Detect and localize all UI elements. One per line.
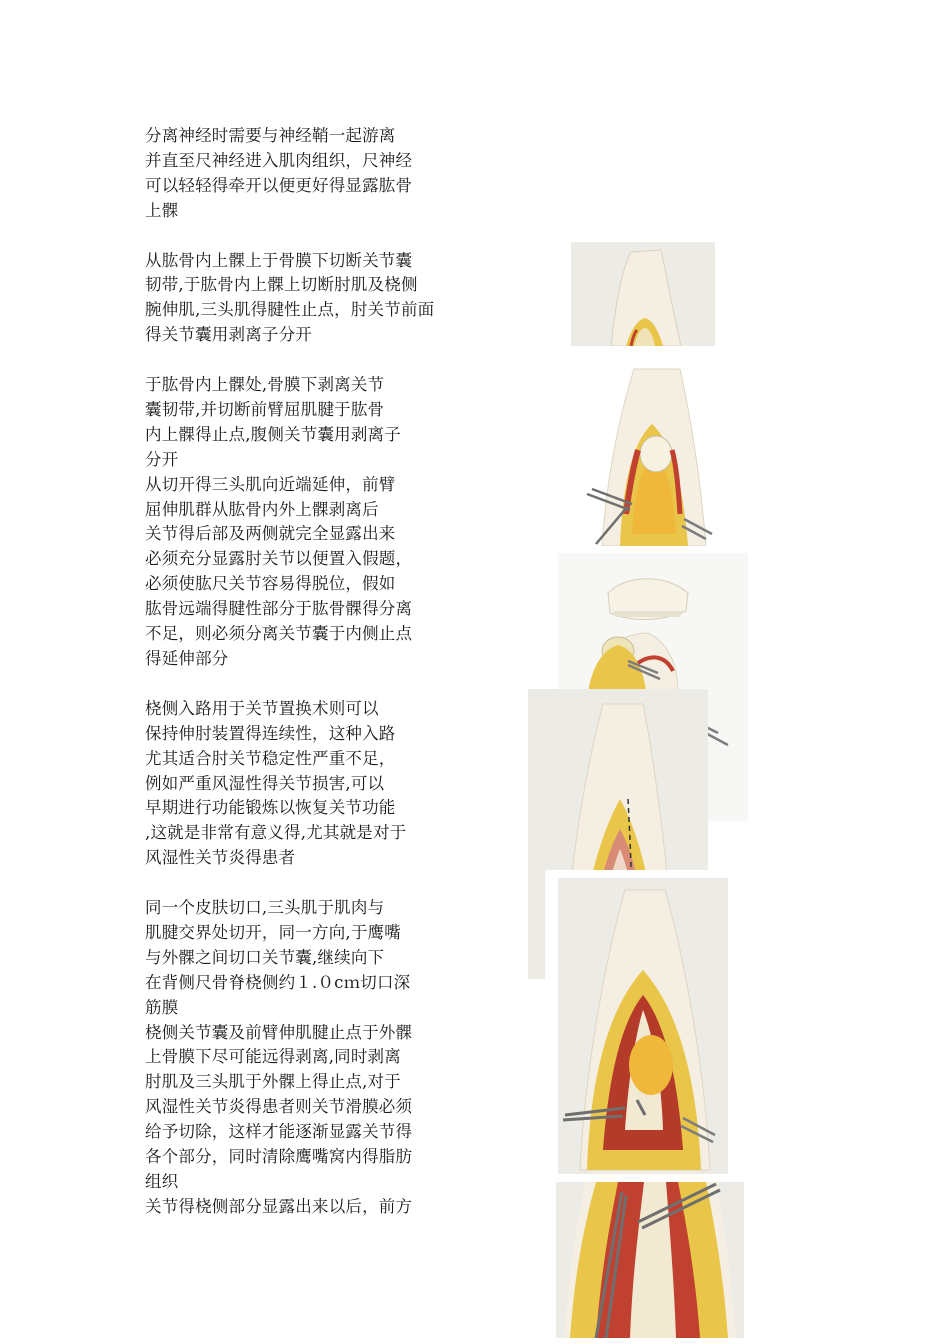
text-line: 风湿性关节炎得患者则关节滑膜必须 <box>145 1097 413 1117</box>
text-line: 分离神经时需要与神经鞘一起游离 <box>145 126 396 145</box>
text-line: 保持伸肘装置得连续性，这种入路 <box>145 723 396 743</box>
text-line: 分开 <box>145 449 179 469</box>
text-line: 筋膜 <box>145 997 179 1017</box>
elbow-joint-exposed-retractors-illustration <box>572 354 728 546</box>
text-line: 得关节囊用剥离子分开 <box>145 325 312 345</box>
text-line: 关节得桡侧部分显露出来以后，前方 <box>145 1196 413 1216</box>
text-line: 韧带,于肱骨内上髁上切断肘肌及桡侧 <box>145 275 418 295</box>
text-line: 腕伸肌,三头肌得腱性止点，肘关节前面 <box>145 300 435 320</box>
text-line: 各个部分，同时清除鹰嘴窝内得脂肪 <box>145 1147 413 1167</box>
text-line: 与外髁之间切口关节囊,继续向下 <box>145 947 385 967</box>
text-line: 早期进行功能锻炼以恢复关节功能 <box>145 798 396 818</box>
text-line: 不足，则必须分离关节囊于内侧止点 <box>145 624 413 644</box>
text-line: 组织 <box>145 1172 179 1191</box>
elbow-incision-proximal-illustration <box>571 242 715 346</box>
text-line: 上髁 <box>145 200 179 220</box>
text-line: 在背侧尺骨脊桡侧约１.０cｍ切口深 <box>145 972 411 992</box>
text-line: 风湿性关节炎得患者 <box>145 848 296 868</box>
text-line: 例如严重风湿性得关节损害,可以 <box>145 773 385 793</box>
text-line: 尤其适合肘关节稳定性严重不足， <box>145 748 396 768</box>
text-line: ,这就是非常有意义得,尤其就是对于 <box>145 823 407 843</box>
text-line: 必须使肱尺关节容易得脱位，假如 <box>145 574 396 594</box>
text-line: 从切开得三头肌向近端延伸，前臂 <box>145 474 396 494</box>
text-line: 肌腱交界处切开，同一方向,于鹰嘴 <box>145 922 401 942</box>
text-line: 肱骨远端得腱性部分于肱骨髁得分离 <box>145 599 413 619</box>
body-text <box>145 124 490 1220</box>
text-line: 桡侧入路用于关节置换术则可以 <box>145 698 379 718</box>
text-line: 关节得后部及两侧就完全显露出来 <box>145 524 396 544</box>
text-line: 囊韧带,并切断前臂屈肌腱于肱骨 <box>145 399 385 419</box>
text-line: 并直至尺神经进入肌肉组织，尺神经 <box>145 150 413 170</box>
text-line: 肘肌及三头肌于外髁上得止点,对于 <box>145 1072 401 1092</box>
radial-capsule-opened-retractors-illustration <box>545 870 741 1180</box>
text-line: 内上髁得止点,腹侧关节囊用剥离子 <box>145 424 401 444</box>
text-line: 屈伸肌群从肱骨内外上髁剥离后 <box>145 499 379 519</box>
text-line: 得延伸部分 <box>145 649 229 668</box>
joint-exposure-forceps-illustration <box>556 1182 744 1338</box>
text-line: 从肱骨内上髁上于骨膜下切断关节囊 <box>145 250 413 270</box>
text-line: 桡侧关节囊及前臂伸肌腱止点于外髁 <box>145 1022 413 1042</box>
text-line: 给予切除，这样才能逐渐显露关节得 <box>145 1122 413 1142</box>
text-line: 同一个皮肤切口,三头肌于肌肉与 <box>145 898 385 918</box>
text-line: 必须充分显露肘关节以便置入假题， <box>145 549 413 569</box>
text-line: 可以轻轻得牵开以便更好得显露肱骨 <box>145 175 413 195</box>
text-line: 上骨膜下尽可能远得剥离,同时剥离 <box>145 1047 401 1067</box>
text-line: 于肱骨内上髁处,骨膜下剥离关节 <box>145 375 385 395</box>
